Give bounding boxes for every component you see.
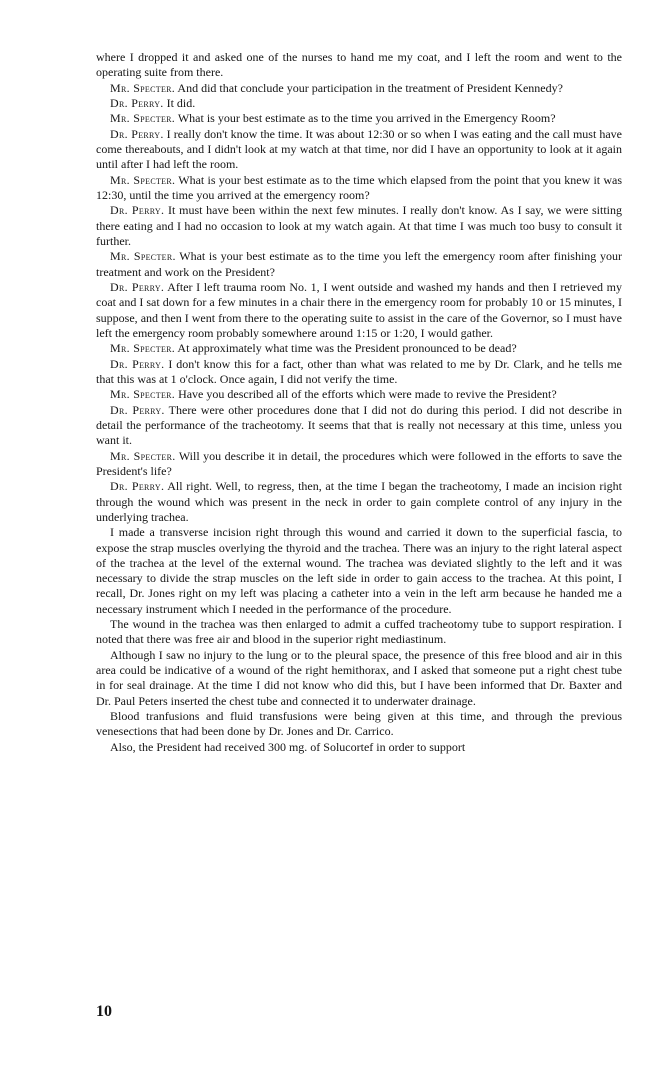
paragraph-text: Blood tranfusions and fluid transfusions were being given at this time, and through the previous venesections that had been done by Dr. Jones and Dr. Carrico. xyxy=(96,709,622,739)
paragraph-text: Have you described all of the efforts which were made to revive the President? xyxy=(178,387,557,402)
paragraph-text: What is your best estimate as to the time you arrived in the Emergency Room? xyxy=(177,111,556,126)
speaker-label: Dr. Perry. xyxy=(110,402,165,417)
speaker-label: Mr. Specter. xyxy=(110,448,176,463)
transcript-paragraph xyxy=(96,111,622,126)
speaker-label: Dr. Perry. xyxy=(110,126,164,141)
paragraph-text: Will you describe it in detail, the procedures which were followed in the efforts to save the President's life? xyxy=(96,448,622,478)
speaker-label: Mr. Specter. xyxy=(110,111,176,126)
transcript-body xyxy=(96,50,622,755)
paragraph-text: It must have been within the next few minutes. I really don't know. As I say, we were sitting there eating and I had no occasion to look at my watch again. At that time I was much too busy to consult it further. xyxy=(96,203,623,248)
paragraph-text: At approximately what time was the President pronounced to be dead? xyxy=(177,341,517,356)
transcript-paragraph xyxy=(96,403,622,449)
paragraph-text: I don't know this for a fact, other than what was related to me by Dr. Clark, and he tells me that this was at 1 o'clock. Once again, I did not verify the time. xyxy=(96,356,622,386)
speaker-label: Mr. Specter. xyxy=(110,341,176,356)
speaker-label: Dr. Perry. xyxy=(110,203,165,218)
paragraph-text: It did. xyxy=(166,95,196,110)
transcript-paragraph xyxy=(96,740,622,755)
transcript-paragraph xyxy=(96,249,622,280)
transcript-paragraph xyxy=(96,81,622,96)
paragraph-text: There were other procedures done that I did not do during this period. I did not describe in detail the performance of the tracheotomy. It seems that that is really not necessary at this time, unless you want it. xyxy=(96,402,622,448)
transcript-paragraph xyxy=(96,449,622,480)
paragraph-text: Although I saw no injury to the lung or to the pleural space, the presence of this free blood and air in this area could be indicative of a wound of the right hemithorax, and I asked that someone put a right chest tube in for seal drainage. At the time I did not know who did this, but I have been informed that Dr. Baxter and Dr. Paul Peters inserted the chest tube and connected it to underwater drainage. xyxy=(96,647,622,708)
transcript-paragraph xyxy=(96,127,622,173)
transcript-paragraph xyxy=(96,709,622,740)
transcript-paragraph xyxy=(96,648,622,709)
paragraph-text: I made a transverse incision right through this wound and carried it down to the superficial fascia, to expose the strap muscles overlying the thyroid and the trachea. There was an injury to the right lateral aspect of the trachea at the level of the external wound. The trachea was deviated slightly to the left and it was necessary to divide the strap muscles on the left side in order to gain access to the trachea. At this point, I recall, Dr. Jones right on my left was placing a catheter into a vein in the left arm because he handed me a necessary instrument which I needed in the performance of the procedure. xyxy=(96,525,622,616)
speaker-label: Mr. Specter. xyxy=(110,80,176,95)
speaker-label: Mr. Specter. xyxy=(110,172,176,187)
paragraph-text: I really don't know the time. It was about 12:30 or so when I was eating and the call must have come thereabouts, and I didn't look at my watch at that time, nor did I have an opportunity to look at it again until after I had left the room. xyxy=(96,126,622,172)
transcript-paragraph xyxy=(96,357,622,388)
paragraph-text: All right. Well, to regress, then, at the time I began the tracheotomy, I made an incision right through the wound which was present in the neck in order to gain complete control of any injury in the underlying trachea. xyxy=(96,479,622,524)
transcript-paragraph xyxy=(96,280,622,341)
transcript-paragraph xyxy=(96,341,622,356)
page-number: 10 xyxy=(96,1003,112,1020)
transcript-paragraph xyxy=(96,479,622,525)
transcript-paragraph xyxy=(96,617,622,648)
speaker-label: Dr. Perry. xyxy=(110,479,165,494)
paragraph-text: What is your best estimate as to the time which elapsed from the point that you knew it was 12:30, until the time you arrived at the emergency room? xyxy=(96,172,622,202)
paragraph-text: What is your best estimate as to the time you left the emergency room after finishing your treatment and work on the President? xyxy=(96,249,622,279)
paragraph-text: And did that conclude your participation in the treatment of President Kennedy? xyxy=(177,80,563,95)
speaker-label: Dr. Perry. xyxy=(110,95,164,110)
speaker-label: Dr. Perry. xyxy=(110,356,165,371)
transcript-paragraph xyxy=(96,173,622,204)
transcript-paragraph xyxy=(96,525,622,617)
paragraph-text: The wound in the trachea was then enlarged to admit a cuffed tracheotomy tube to support respiration. I noted that there was free air and blood in the superior right mediastinum. xyxy=(96,617,622,647)
speaker-label: Mr. Specter. xyxy=(110,387,176,402)
transcript-paragraph xyxy=(96,96,622,111)
transcript-paragraph xyxy=(96,387,622,402)
speaker-label: Dr. Perry. xyxy=(110,279,165,294)
paragraph-text: After I left trauma room No. 1, I went outside and washed my hands and then I retrieved my coat and I sat down for a few minutes in a chair there in the emergency room for probably 10 or 15 minutes, I suppose, and then I went from there to the operating suite to assist in the care of the Governor, so I must have left the emergency room probably somewhere around 1:15 or 1:20, I would gather. xyxy=(96,279,622,340)
paragraph-text: Also, the President had received 300 mg. of Solucortef in order to support xyxy=(110,739,466,754)
transcript-paragraph xyxy=(96,203,622,249)
speaker-label: Mr. Specter. xyxy=(110,249,176,264)
paragraph-text: where I dropped it and asked one of the nurses to hand me my coat, and I left the room and went to the operating suite from there. xyxy=(96,50,622,80)
transcript-paragraph xyxy=(96,50,622,81)
